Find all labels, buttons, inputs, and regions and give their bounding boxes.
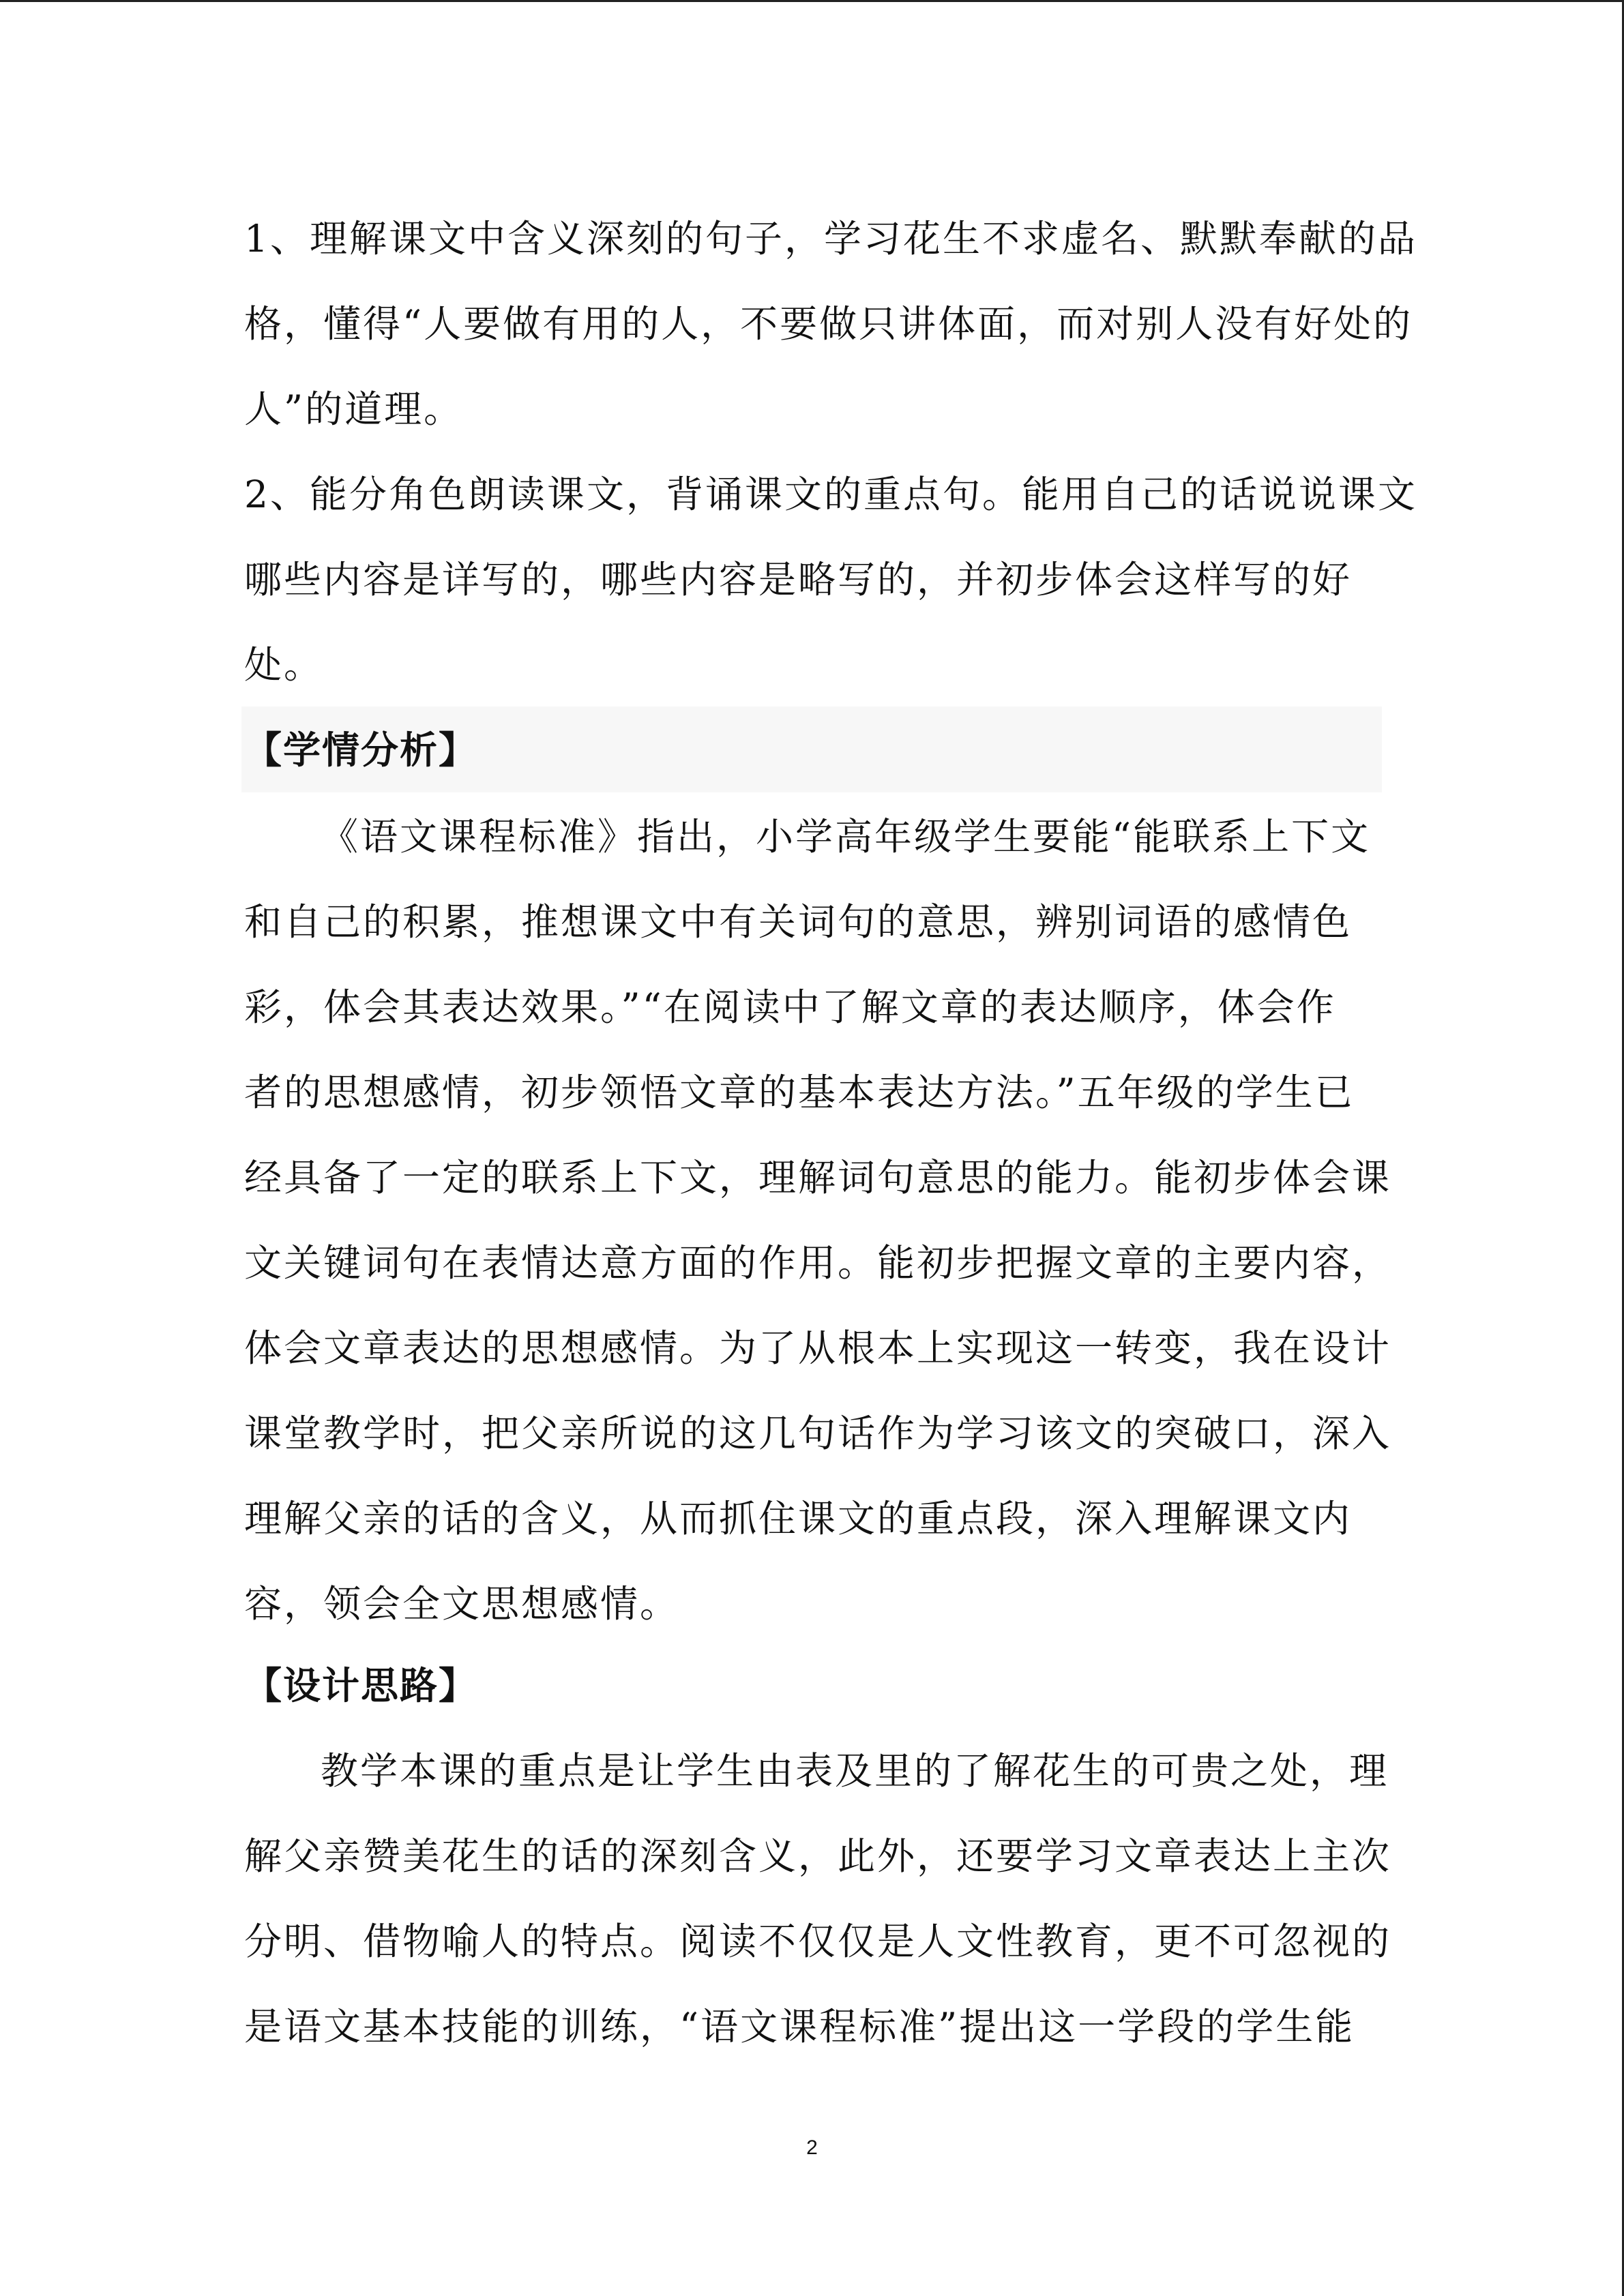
objective-1-line-3: 人”的道理。 (244, 387, 464, 431)
design-line-2: 解父亲赞美花生的话的深刻含义，此外，还要学习文章表达上主次 (244, 1834, 1392, 1878)
analysis-line-5: 经具备了一定的联系上下文，理解词句意思的能力。能初步体会课 (244, 1156, 1392, 1199)
analysis-line-2: 和自己的积累，推想课文中有关词句的意思，辨别词语的感情色 (244, 900, 1353, 944)
page-number: 2 (806, 2136, 818, 2159)
objective-2-line-3: 处。 (244, 643, 324, 687)
design-heading: 【设计思路】 (244, 1664, 478, 1708)
analysis-line-7: 体会文章表达的思想感情。为了从根本上实现这一转变，我在设计 (244, 1326, 1392, 1370)
page-top-edge (0, 0, 1624, 2)
analysis-line-1: 《语文课程标准》指出，小学高年级学生要能“能联系上下文 (321, 815, 1371, 859)
design-line-1: 教学本课的重点是让学生由表及里的了解花生的可贵之处，理 (321, 1749, 1389, 1793)
design-line-4: 是语文基本技能的训练，“语文课程标准”提出这一学段的学生能 (244, 2005, 1355, 2048)
design-line-3: 分明、借物喻人的特点。阅读不仅仅是人文性教育，更不可忽视的 (244, 1920, 1392, 1963)
analysis-line-8: 课堂教学时，把父亲所说的这几句话作为学习该文的突破口，深入 (244, 1412, 1392, 1455)
analysis-line-6: 文关键词句在表情达意方面的作用。能初步把握文章的主要内容， (244, 1241, 1392, 1285)
analysis-line-10: 容，领会全文思想感情。 (244, 1582, 680, 1626)
objective-2-line-1: 2、能分角色朗读课文，背诵课文的重点句。能用自己的话说说课文 (244, 473, 1417, 516)
analysis-line-4: 者的思想感情，初步领悟文章的基本表达方法。”五年级的学生已 (244, 1071, 1355, 1114)
objective-1-line-1: 1、理解课文中含义深刻的句子，学习花生不求虚名、默默奉献的品 (244, 217, 1417, 260)
objective-1-line-2: 格，懂得“人要做有用的人，不要做只讲体面，而对别人没有好处的 (244, 302, 1413, 346)
analysis-line-9: 理解父亲的话的含义，从而抓住课文的重点段，深入理解课文内 (244, 1497, 1353, 1540)
objective-2-line-2: 哪些内容是详写的，哪些内容是略写的，并初步体会这样写的好 (244, 558, 1353, 601)
analysis-line-3: 彩，体会其表达效果。”“在阅读中了解文章的表达顺序，体会作 (244, 985, 1336, 1029)
analysis-heading: 【学情分析】 (244, 728, 478, 772)
